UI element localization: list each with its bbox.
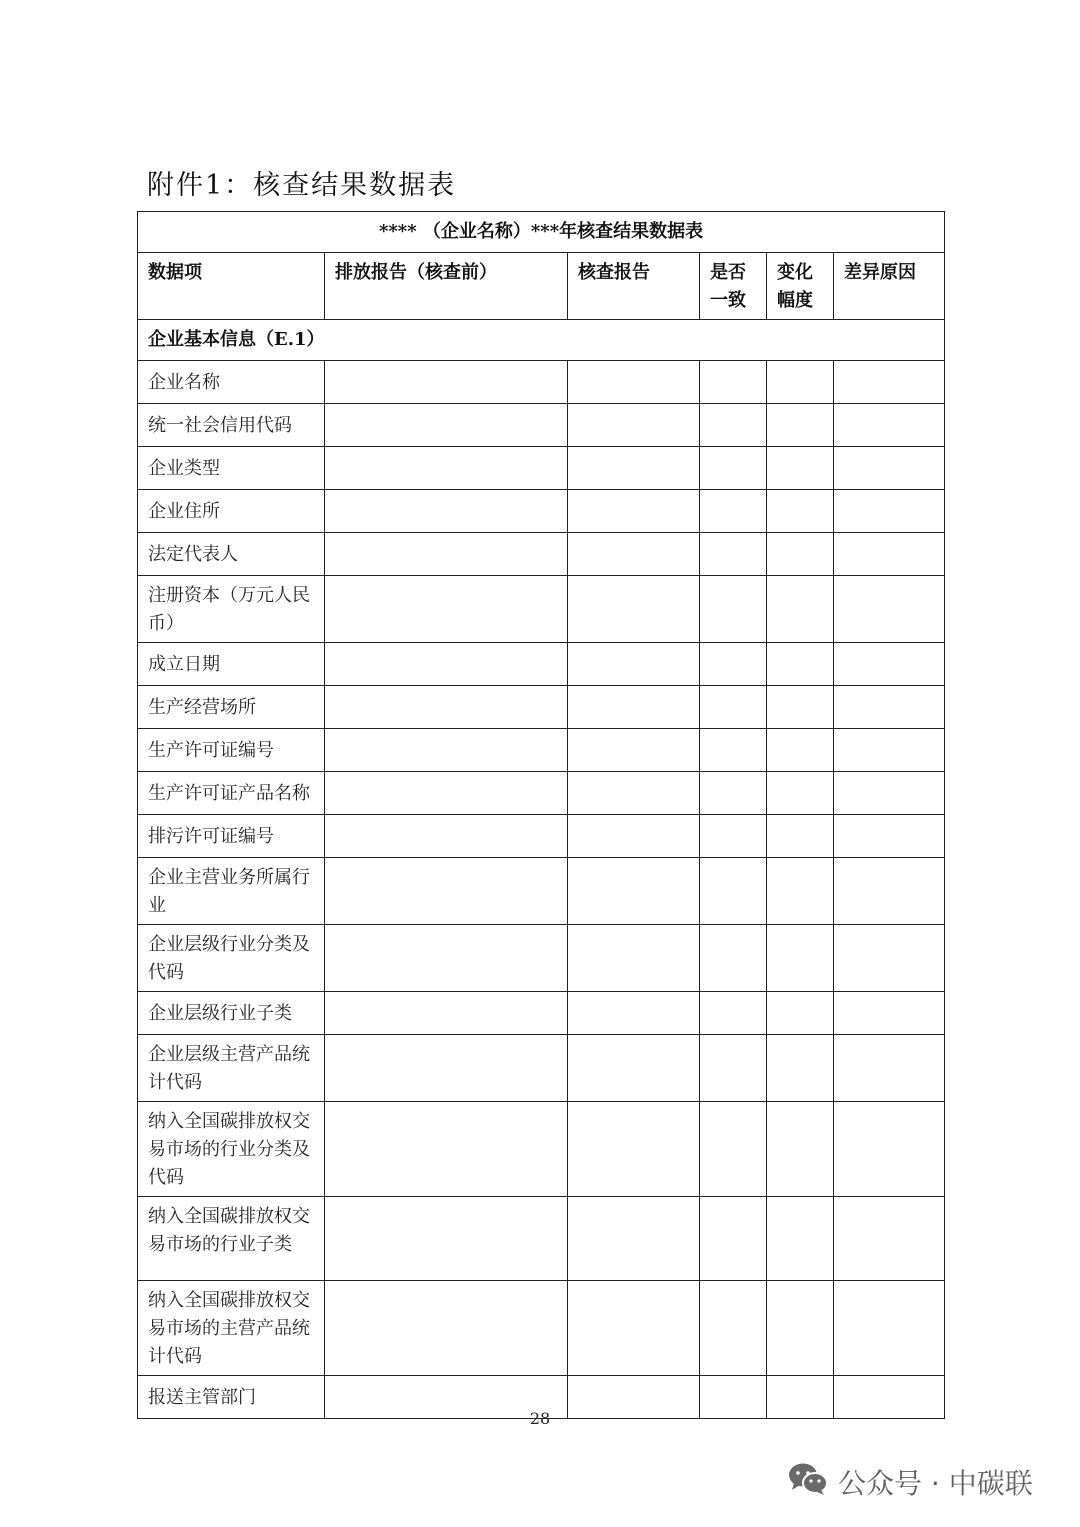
row-label: 生产许可证产品名称 <box>138 772 325 815</box>
row-label: 企业名称 <box>138 361 325 404</box>
empty-cell <box>834 404 945 447</box>
empty-cell <box>325 925 568 992</box>
row-label: 企业类型 <box>138 447 325 490</box>
empty-cell <box>568 858 700 925</box>
section-title: 企业基本信息（E.1） <box>138 320 945 361</box>
table-row <box>138 1197 945 1281</box>
empty-cell <box>700 858 767 925</box>
table-row <box>138 729 945 772</box>
empty-cell <box>568 1281 700 1376</box>
row-label: 报送主管部门 <box>138 1376 325 1419</box>
empty-cell <box>700 361 767 404</box>
empty-cell <box>568 1197 700 1281</box>
empty-cell <box>767 1035 834 1102</box>
empty-cell <box>568 643 700 686</box>
table-row <box>138 858 945 925</box>
watermark <box>788 1462 1033 1502</box>
empty-cell <box>325 1102 568 1197</box>
empty-cell <box>700 772 767 815</box>
empty-cell <box>325 1035 568 1102</box>
row-label: 注册资本（万元人民币） <box>138 576 325 643</box>
column-header-item: 数据项 <box>138 253 325 320</box>
section-row <box>138 320 945 361</box>
empty-cell <box>700 815 767 858</box>
empty-cell <box>767 361 834 404</box>
empty-cell <box>767 447 834 490</box>
empty-cell <box>767 404 834 447</box>
empty-cell <box>834 858 945 925</box>
empty-cell <box>767 815 834 858</box>
empty-cell <box>700 1281 767 1376</box>
row-label: 企业层级行业分类及代码 <box>138 925 325 992</box>
empty-cell <box>767 925 834 992</box>
row-label: 纳入全国碳排放权交易市场的主营产品统计代码 <box>138 1281 325 1376</box>
empty-cell <box>767 533 834 576</box>
empty-cell <box>767 576 834 643</box>
table-row <box>138 533 945 576</box>
empty-cell <box>568 925 700 992</box>
empty-cell <box>700 686 767 729</box>
column-header-consistent: 是否一致 <box>700 253 767 320</box>
table-row <box>138 447 945 490</box>
empty-cell <box>325 815 568 858</box>
table-row <box>138 643 945 686</box>
empty-cell <box>568 686 700 729</box>
empty-cell <box>834 772 945 815</box>
row-label: 排污许可证编号 <box>138 815 325 858</box>
empty-cell <box>325 576 568 643</box>
empty-cell <box>834 686 945 729</box>
empty-cell <box>568 576 700 643</box>
wechat-icon <box>788 1462 828 1503</box>
empty-cell <box>700 533 767 576</box>
empty-cell <box>325 1197 568 1281</box>
table-row <box>138 1281 945 1376</box>
empty-cell <box>325 404 568 447</box>
empty-cell <box>700 1102 767 1197</box>
empty-cell <box>834 1035 945 1102</box>
empty-cell <box>325 729 568 772</box>
empty-cell <box>834 643 945 686</box>
empty-cell <box>568 404 700 447</box>
empty-cell <box>767 772 834 815</box>
row-label: 企业层级主营产品统计代码 <box>138 1035 325 1102</box>
empty-cell <box>568 447 700 490</box>
table-row <box>138 686 945 729</box>
row-label: 企业住所 <box>138 490 325 533</box>
row-label: 成立日期 <box>138 643 325 686</box>
empty-cell <box>568 729 700 772</box>
empty-cell <box>700 925 767 992</box>
empty-cell <box>325 533 568 576</box>
empty-cell <box>834 925 945 992</box>
empty-cell <box>700 992 767 1035</box>
table-row <box>138 490 945 533</box>
row-label: 生产经营场所 <box>138 686 325 729</box>
empty-cell <box>325 1281 568 1376</box>
empty-cell <box>767 1102 834 1197</box>
empty-cell <box>568 361 700 404</box>
table-row <box>138 1102 945 1197</box>
column-header-difference-reason: 差异原因 <box>834 253 945 320</box>
table-row <box>138 815 945 858</box>
empty-cell <box>325 772 568 815</box>
empty-cell <box>700 404 767 447</box>
table-row <box>138 404 945 447</box>
table-row <box>138 925 945 992</box>
empty-cell <box>700 447 767 490</box>
empty-cell <box>767 1281 834 1376</box>
empty-cell <box>568 533 700 576</box>
empty-cell <box>568 1035 700 1102</box>
table-header-row <box>138 253 945 320</box>
empty-cell <box>568 772 700 815</box>
empty-cell <box>834 490 945 533</box>
empty-cell <box>767 992 834 1035</box>
empty-cell <box>325 643 568 686</box>
empty-cell <box>834 1102 945 1197</box>
empty-cell <box>834 447 945 490</box>
empty-cell <box>325 361 568 404</box>
row-label: 统一社会信用代码 <box>138 404 325 447</box>
column-header-change: 变化幅度 <box>767 253 834 320</box>
empty-cell <box>767 643 834 686</box>
empty-cell <box>767 729 834 772</box>
empty-cell <box>325 490 568 533</box>
table-row <box>138 772 945 815</box>
empty-cell <box>767 686 834 729</box>
verification-data-table <box>137 211 945 1419</box>
row-label: 企业层级行业子类 <box>138 992 325 1035</box>
empty-cell <box>325 686 568 729</box>
empty-cell <box>325 447 568 490</box>
row-label: 法定代表人 <box>138 533 325 576</box>
empty-cell <box>767 858 834 925</box>
empty-cell <box>767 1197 834 1281</box>
empty-cell <box>834 729 945 772</box>
page-heading: 附件1：核查结果数据表 <box>147 170 457 201</box>
table-row <box>138 576 945 643</box>
empty-cell <box>568 992 700 1035</box>
empty-cell <box>568 490 700 533</box>
row-label: 企业主营业务所属行业 <box>138 858 325 925</box>
row-label: 纳入全国碳排放权交易市场的行业分类及代码 <box>138 1102 325 1197</box>
empty-cell <box>700 490 767 533</box>
table-caption-row <box>138 212 945 253</box>
empty-cell <box>834 1281 945 1376</box>
watermark-text: 公众号 · 中碳联 <box>838 1467 1033 1500</box>
empty-cell <box>568 815 700 858</box>
row-label: 生产许可证编号 <box>138 729 325 772</box>
table-row <box>138 1035 945 1102</box>
empty-cell <box>568 1102 700 1197</box>
empty-cell <box>767 490 834 533</box>
empty-cell <box>834 815 945 858</box>
column-header-report-before: 排放报告（核查前） <box>325 253 568 320</box>
empty-cell <box>325 858 568 925</box>
table-row <box>138 361 945 404</box>
empty-cell <box>700 643 767 686</box>
empty-cell <box>834 361 945 404</box>
table-row <box>138 992 945 1035</box>
empty-cell <box>700 729 767 772</box>
empty-cell <box>700 576 767 643</box>
column-header-verification-report: 核查报告 <box>568 253 700 320</box>
empty-cell <box>834 533 945 576</box>
empty-cell <box>834 992 945 1035</box>
page-number: 28 <box>529 1409 551 1428</box>
empty-cell <box>700 1197 767 1281</box>
row-label: 纳入全国碳排放权交易市场的行业子类 <box>138 1197 325 1281</box>
empty-cell <box>700 1035 767 1102</box>
empty-cell <box>834 1197 945 1281</box>
empty-cell <box>834 576 945 643</box>
empty-cell <box>325 992 568 1035</box>
table-caption: **** （企业名称）***年核查结果数据表 <box>138 212 945 253</box>
